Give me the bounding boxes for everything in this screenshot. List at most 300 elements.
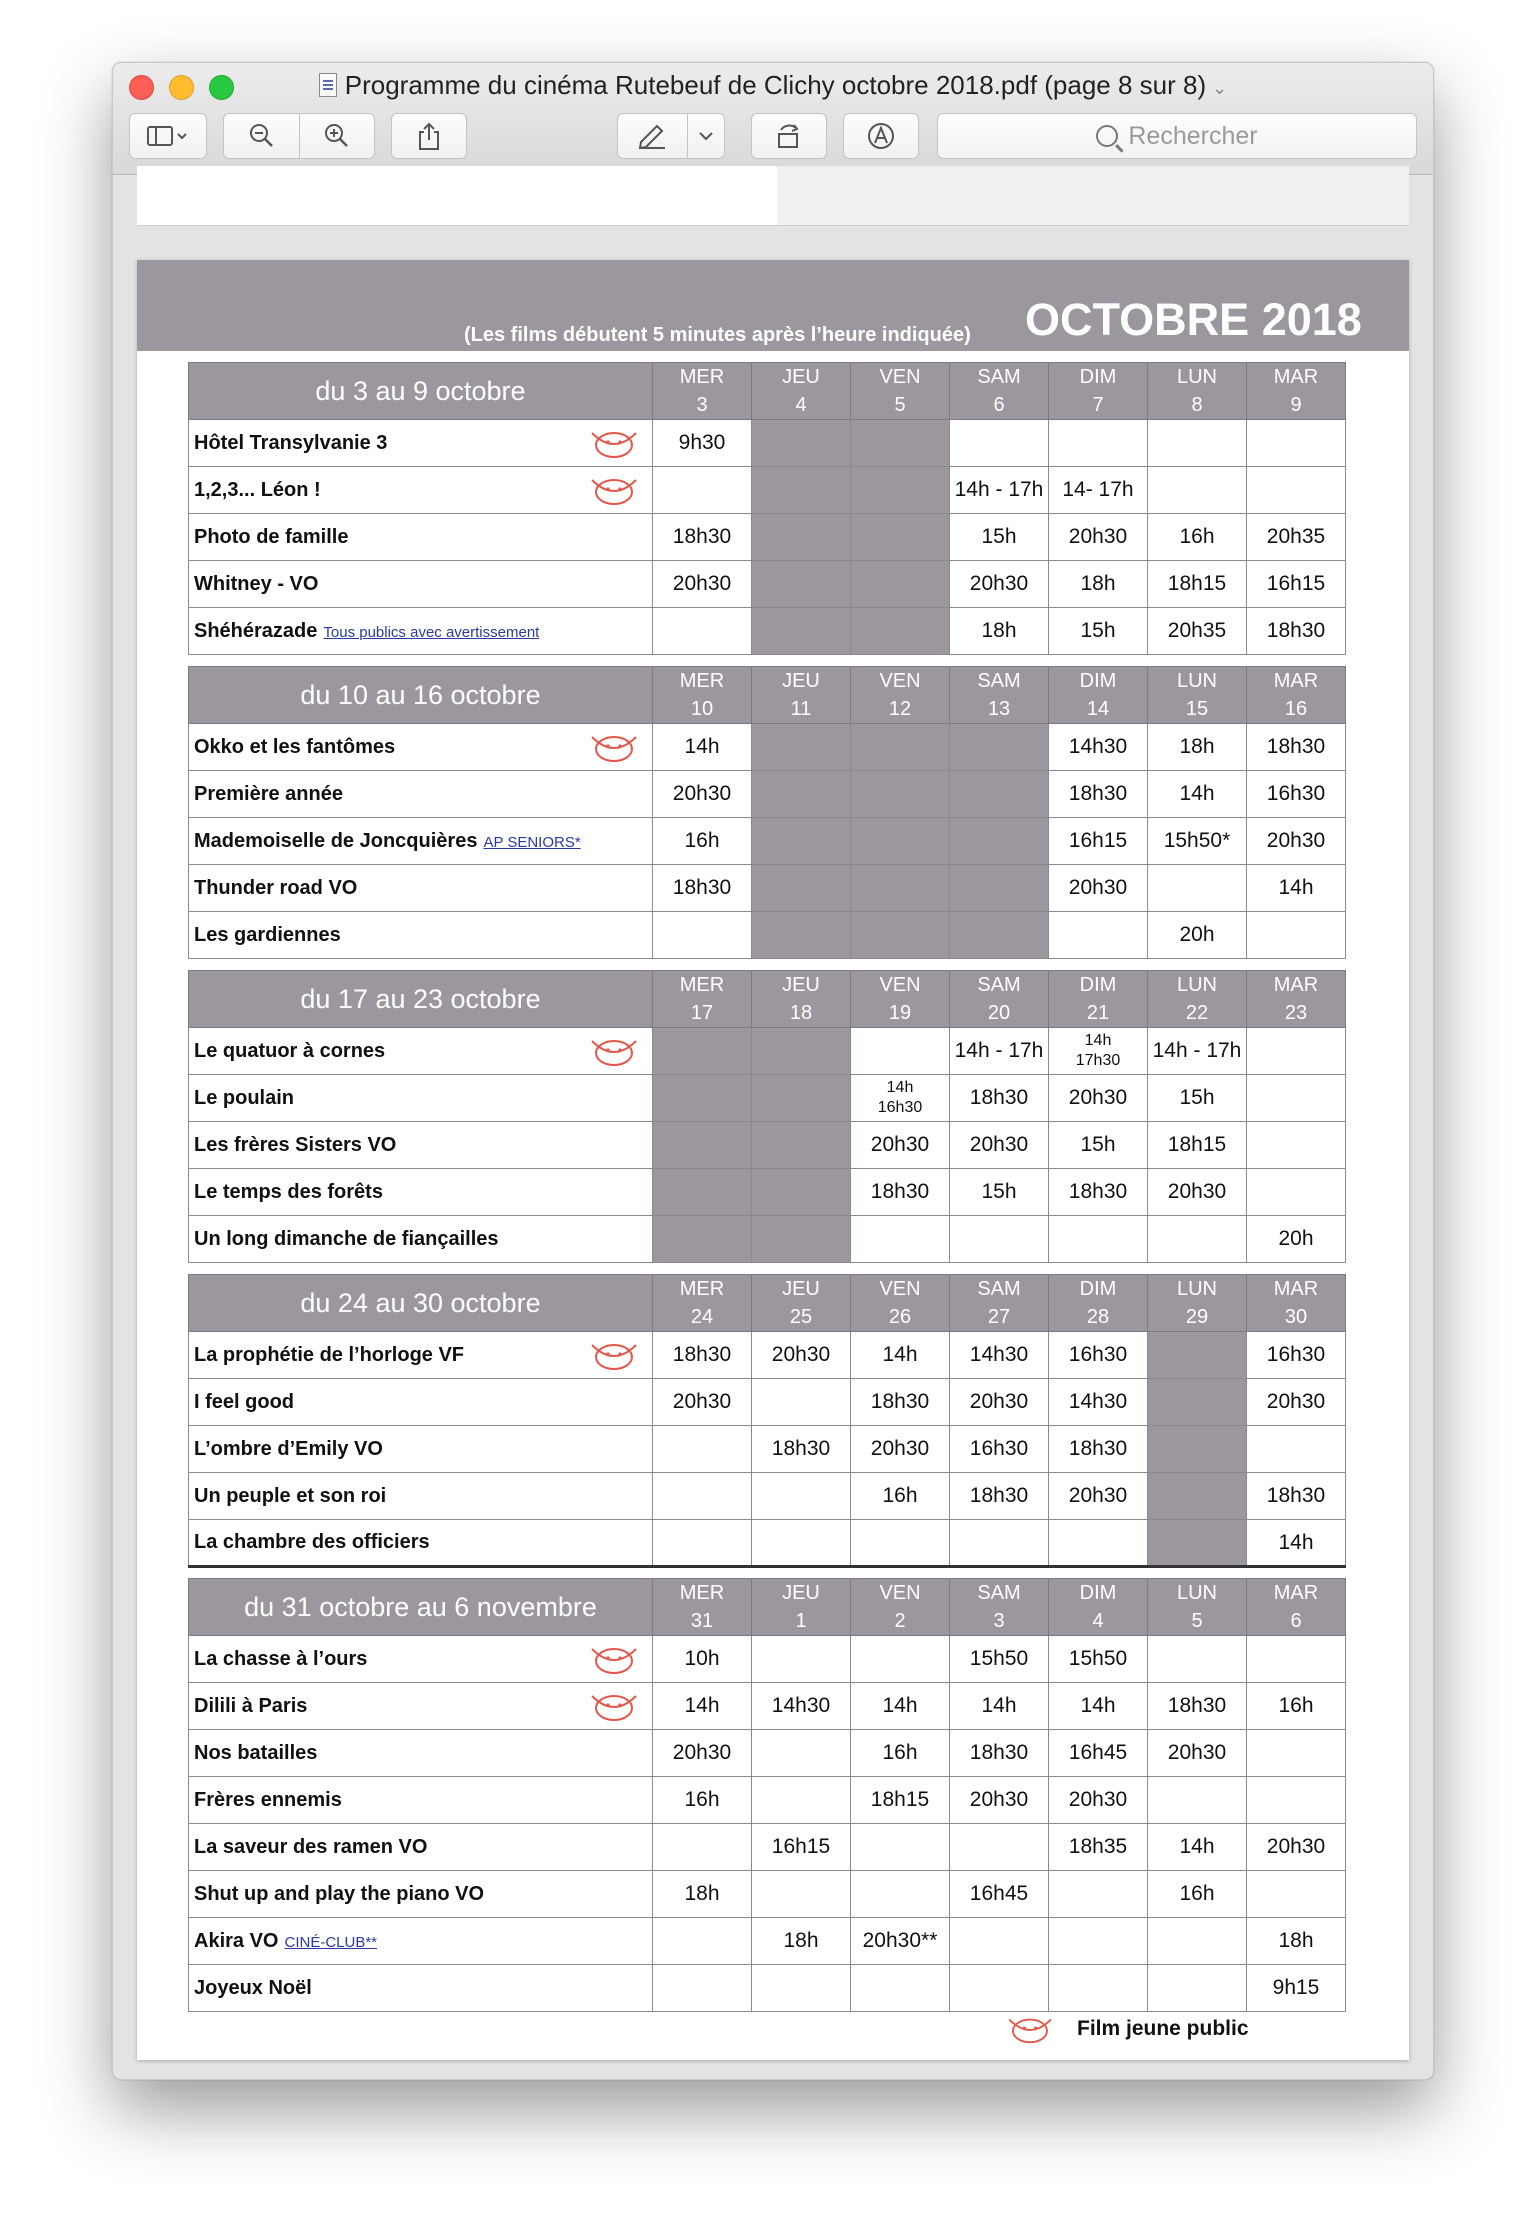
- showtime-cell: 18h30: [950, 1473, 1049, 1520]
- showtime-cell: 18h: [752, 1918, 851, 1965]
- showtime-cell: [950, 1520, 1049, 1567]
- showtime-cell: 20h35: [1247, 514, 1346, 561]
- film-title-cell: [189, 1918, 653, 1965]
- showtime-cell: 14h: [1049, 1683, 1148, 1730]
- showtime-cell: 18h15: [851, 1777, 950, 1824]
- day-name: LUN: [1176, 1278, 1217, 1300]
- closed-cell: [752, 771, 851, 818]
- film-row: [189, 1473, 1346, 1520]
- week-label: du 31 octobre au 6 novembre: [189, 1579, 653, 1636]
- showtime-cell: [1148, 420, 1247, 467]
- showtime-cell: 16h: [1148, 1871, 1247, 1918]
- smiley-icon: [584, 1033, 644, 1069]
- film-row: [189, 1871, 1346, 1918]
- day-name: JEU: [782, 974, 820, 996]
- showtime-cell: 14h: [1148, 1824, 1247, 1871]
- showtime-cell: [851, 1520, 950, 1567]
- showtime-cell: 18h30: [653, 1332, 752, 1379]
- day-number: 12: [888, 698, 912, 720]
- film-row: [189, 912, 1346, 959]
- showtime-cell: 14h30: [1049, 724, 1148, 771]
- day-header: [851, 1579, 950, 1636]
- film-tag-link[interactable]: Tous publics avec avertissement: [323, 623, 540, 641]
- showtime-cell: [1148, 467, 1247, 514]
- film-title-cell: [189, 1216, 653, 1263]
- showtime-cell: 18h30: [752, 1426, 851, 1473]
- film-row: [189, 771, 1346, 818]
- search-field[interactable]: [937, 113, 1417, 159]
- showtime-cell: 20h30: [1049, 1075, 1148, 1122]
- day-name: DIM: [1079, 974, 1117, 996]
- film-row: [189, 608, 1346, 655]
- day-name: JEU: [782, 1582, 820, 1604]
- showtime-cell: [1247, 1730, 1346, 1777]
- week-header: [189, 1579, 1346, 1636]
- film-title: Le poulain: [194, 1086, 294, 1109]
- closed-cell: [851, 771, 950, 818]
- showtime-cell: 14h: [653, 1683, 752, 1730]
- day-name: VEN: [879, 1582, 921, 1604]
- film-title: Shéhérazade: [194, 619, 318, 642]
- showtime-cell: 16h15: [1049, 818, 1148, 865]
- showtime-cell: 18h15: [1148, 561, 1247, 608]
- day-number: 30: [1284, 1306, 1308, 1328]
- showtime-cell: [752, 1777, 851, 1824]
- film-row: [189, 561, 1346, 608]
- film-title: La chambre des officiers: [194, 1531, 430, 1553]
- day-name: LUN: [1176, 974, 1217, 996]
- film-row: [189, 1332, 1346, 1379]
- day-header: [851, 1275, 950, 1332]
- film-row: [189, 1824, 1346, 1871]
- day-name: MER: [679, 974, 725, 996]
- showtime-cell: 18h: [653, 1871, 752, 1918]
- showtime-cell: [851, 1871, 950, 1918]
- showtime-cell: 16h45: [1049, 1730, 1148, 1777]
- day-header: [1247, 1579, 1346, 1636]
- closed-cell: [653, 1216, 752, 1263]
- film-title: Shut up and play the piano VO: [194, 1882, 485, 1905]
- day-number: 5: [1191, 1610, 1203, 1632]
- film-row: [189, 724, 1346, 771]
- closed-cell: [851, 865, 950, 912]
- film-title: Les gardiennes: [194, 923, 341, 946]
- showtime-cell: [1049, 1965, 1148, 2012]
- film-row: [189, 420, 1346, 467]
- showtime-line: 14h: [886, 1079, 914, 1096]
- showtime-cell: [752, 1379, 851, 1426]
- showtime-cell: [653, 1824, 752, 1871]
- showtime-cell: 15h: [950, 514, 1049, 561]
- film-row: [189, 467, 1346, 514]
- film-row: [189, 1520, 1346, 1567]
- day-name: LUN: [1176, 1582, 1217, 1604]
- day-header: [752, 971, 851, 1028]
- showtime-cell: 14h - 17h: [950, 1028, 1049, 1075]
- day-number: 25: [789, 1306, 813, 1328]
- day-header: [1148, 363, 1247, 420]
- showtime-cell: [950, 1918, 1049, 1965]
- showtime-cell: 18h35: [1049, 1824, 1148, 1871]
- highlight-button[interactable]: [618, 114, 687, 158]
- schedule-table: [188, 362, 1346, 2012]
- closed-cell: [851, 912, 950, 959]
- showtime-cell: 18h: [1247, 1918, 1346, 1965]
- showtime-cell: [1049, 420, 1148, 467]
- annotate-button[interactable]: [843, 113, 919, 159]
- film-title: 1,2,3... Léon !: [194, 478, 321, 501]
- day-number: 15: [1185, 698, 1209, 720]
- day-number: 4: [795, 394, 807, 416]
- showtime-cell: 14h: [851, 1683, 950, 1730]
- pdf-document-icon: [319, 73, 337, 97]
- showtime-cell: 20h30: [1049, 865, 1148, 912]
- film-title: La saveur des ramen VO: [194, 1835, 428, 1858]
- showtime-cell: [1148, 1965, 1247, 2012]
- film-row: [189, 1169, 1346, 1216]
- film-title: I feel good: [194, 1390, 294, 1413]
- week-label: du 17 au 23 octobre: [189, 971, 653, 1028]
- film-title-cell: [189, 420, 653, 467]
- film-row: [189, 865, 1346, 912]
- day-name: SAM: [977, 366, 1021, 388]
- film-title-cell: [189, 1777, 653, 1824]
- day-name: MER: [679, 1582, 725, 1604]
- smiley-icon: [584, 1337, 644, 1373]
- film-title: Thunder road VO: [194, 876, 358, 899]
- showtime-cell: 18h: [1049, 561, 1148, 608]
- showtime-cell: [1247, 1028, 1346, 1075]
- day-number: 10: [690, 698, 714, 720]
- film-title-cell: [189, 818, 653, 865]
- day-header: [1247, 971, 1346, 1028]
- showtime-cell: 18h30: [950, 1075, 1049, 1122]
- zoom-out-button[interactable]: [224, 114, 299, 158]
- film-title-cell: [189, 1730, 653, 1777]
- day-name: MAR: [1273, 670, 1319, 692]
- week-label: du 24 au 30 octobre: [189, 1275, 653, 1332]
- showtime-cell: [752, 1965, 851, 2012]
- sidebar-icon: [130, 114, 206, 158]
- showtime-cell: 18h30: [1049, 1169, 1148, 1216]
- film-row: [189, 1683, 1346, 1730]
- closed-cell: [653, 1075, 752, 1122]
- day-header: [950, 1275, 1049, 1332]
- showtime-cell: 16h30: [1247, 1332, 1346, 1379]
- day-header: [1049, 363, 1148, 420]
- film-row: [189, 1075, 1346, 1122]
- showtime-cell: [653, 608, 752, 655]
- closed-cell: [1148, 1426, 1247, 1473]
- showtime-cell: 20h30: [950, 1379, 1049, 1426]
- day-number: 14: [1086, 698, 1110, 720]
- showtime-cell: 14h: [851, 1332, 950, 1379]
- showtime-cell: [1247, 1122, 1346, 1169]
- showtime-cell: 16h: [1148, 514, 1247, 561]
- showtime-cell: 20h30: [1049, 1777, 1148, 1824]
- showtime-cell: 16h30: [950, 1426, 1049, 1473]
- showtime-cell: 15h: [1148, 1075, 1247, 1122]
- film-title-cell: [189, 912, 653, 959]
- showtime-cell: [1049, 1871, 1148, 1918]
- day-header: [653, 971, 752, 1028]
- day-name: VEN: [879, 366, 921, 388]
- showtime-cell: 20h30**: [851, 1918, 950, 1965]
- day-header: [1049, 1579, 1148, 1636]
- rotate-button[interactable]: [751, 113, 827, 159]
- closed-cell: [851, 420, 950, 467]
- film-row: [189, 1122, 1346, 1169]
- showtime-cell: 18h30: [1049, 1426, 1148, 1473]
- showtime-cell: 20h30: [653, 561, 752, 608]
- film-row: [189, 1028, 1346, 1075]
- day-header: [950, 363, 1049, 420]
- smiley-icon: [584, 1641, 644, 1677]
- film-tag-link[interactable]: CINÉ-CLUB**: [284, 1933, 378, 1951]
- showtime-cell: [950, 420, 1049, 467]
- showtime-cell: 16h: [653, 1777, 752, 1824]
- week-label: du 10 au 16 octobre: [189, 667, 653, 724]
- showtime-cell: 16h: [851, 1730, 950, 1777]
- smiley-icon: [1001, 2012, 1059, 2046]
- showtime-cell: 16h15: [752, 1824, 851, 1871]
- legend: [1001, 2012, 1249, 2046]
- film-row: [189, 514, 1346, 561]
- film-title-cell: [189, 467, 653, 514]
- day-name: VEN: [879, 670, 921, 692]
- film-title-cell: [189, 1683, 653, 1730]
- film-row: [189, 1636, 1346, 1683]
- film-title: Photo de famille: [194, 525, 349, 548]
- closed-cell: [851, 561, 950, 608]
- showtime-cell: [1247, 1426, 1346, 1473]
- showtime-cell: 15h: [950, 1169, 1049, 1216]
- showtime-cell: [1247, 1871, 1346, 1918]
- week-label: du 3 au 9 octobre: [189, 363, 653, 420]
- showtime-cell: 20h30: [1247, 1824, 1346, 1871]
- showtime-cell: 18h30: [851, 1169, 950, 1216]
- showtime-cell: [1148, 1216, 1247, 1263]
- showtime-cell: [1049, 1918, 1148, 1965]
- day-name: MAR: [1273, 1278, 1319, 1300]
- day-name: VEN: [879, 974, 921, 996]
- showtime-cell: 15h50: [1049, 1636, 1148, 1683]
- closed-cell: [752, 561, 851, 608]
- day-number: 4: [1092, 1610, 1104, 1632]
- showtime-cell: [752, 1473, 851, 1520]
- day-number: 19: [888, 1002, 912, 1024]
- film-title-cell: [189, 724, 653, 771]
- showtime-cell: 18h30: [653, 514, 752, 561]
- film-title: Le temps des forêts: [194, 1180, 383, 1203]
- day-header: [752, 1275, 851, 1332]
- showtime-cell: 20h30: [752, 1332, 851, 1379]
- film-title: Joyeux Noël: [194, 1976, 312, 1999]
- zoom-in-button[interactable]: [299, 114, 374, 158]
- film-title: Les frères Sisters VO: [194, 1133, 397, 1156]
- day-number: 7: [1092, 394, 1104, 416]
- showtime-cell: 16h30: [1247, 771, 1346, 818]
- showtime-cell: [752, 1871, 851, 1918]
- film-row: [189, 1965, 1346, 2012]
- closed-cell: [752, 467, 851, 514]
- day-name: MER: [679, 1278, 725, 1300]
- day-number: 9: [1290, 394, 1302, 416]
- page-banner: [137, 260, 1409, 351]
- film-title-cell: [189, 865, 653, 912]
- document-view[interactable]: [113, 176, 1433, 2080]
- zoom-out-icon: [248, 122, 276, 150]
- showtime-cell: 20h30: [1148, 1730, 1247, 1777]
- film-title: Nos batailles: [194, 1741, 318, 1764]
- showtime-cell: 20h30: [950, 1122, 1049, 1169]
- showtime-cell: 14h: [653, 724, 752, 771]
- closed-cell: [950, 818, 1049, 865]
- showtime-cell: 18h: [1148, 724, 1247, 771]
- closed-cell: [851, 514, 950, 561]
- showtime-cell: [653, 1520, 752, 1567]
- showtime-cell: 20h35: [1148, 608, 1247, 655]
- film-title: La prophétie de l’horloge VF: [194, 1343, 465, 1366]
- day-header: [851, 971, 950, 1028]
- closed-cell: [1148, 1332, 1247, 1379]
- showtime-cell: 14h: [1247, 865, 1346, 912]
- window-title[interactable]: [113, 70, 1433, 101]
- markup-icon: [866, 121, 896, 151]
- film-title: Mademoiselle de Joncquières: [194, 829, 478, 852]
- showtime-cell: 14h30: [950, 1332, 1049, 1379]
- film-title: L’ombre d’Emily VO: [194, 1437, 383, 1460]
- closed-cell: [752, 514, 851, 561]
- day-number: 3: [993, 1610, 1005, 1632]
- showtime-line: 16h30: [877, 1099, 923, 1116]
- showtime-cell: [851, 1075, 950, 1122]
- film-row: [189, 1918, 1346, 1965]
- day-number: 18: [789, 1002, 813, 1024]
- day-header: [851, 667, 950, 724]
- start-time-note: (Les films débutent 5 minutes après l’heure indiquée): [464, 324, 971, 346]
- day-header: [1247, 363, 1346, 420]
- showtime-cell: 14h - 17h: [950, 467, 1049, 514]
- showtime-cell: [1049, 1028, 1148, 1075]
- film-title-cell: [189, 608, 653, 655]
- day-number: 1: [795, 1610, 807, 1632]
- previous-page-bottom: [137, 166, 1409, 226]
- showtime-cell: [851, 1216, 950, 1263]
- showtime-cell: 18h30: [1247, 1473, 1346, 1520]
- closed-cell: [752, 1169, 851, 1216]
- closed-cell: [851, 724, 950, 771]
- film-title-cell: [189, 514, 653, 561]
- film-title-cell: [189, 1965, 653, 2012]
- showtime-cell: [950, 1824, 1049, 1871]
- showtime-cell: 18h30: [1247, 608, 1346, 655]
- day-number: 8: [1191, 394, 1203, 416]
- day-name: DIM: [1079, 670, 1117, 692]
- showtime-cell: 20h30: [851, 1122, 950, 1169]
- showtime-cell: 20h30: [1049, 514, 1148, 561]
- share-button[interactable]: [391, 113, 467, 159]
- film-title-cell: [189, 1426, 653, 1473]
- day-name: MAR: [1273, 366, 1319, 388]
- day-name: LUN: [1176, 670, 1217, 692]
- film-title-cell: [189, 1075, 653, 1122]
- smiley-icon: [584, 472, 644, 508]
- closed-cell: [752, 1028, 851, 1075]
- closed-cell: [752, 608, 851, 655]
- day-name: MER: [679, 366, 725, 388]
- film-title: Whitney - VO: [194, 572, 319, 595]
- day-name: LUN: [1176, 366, 1217, 388]
- film-title-cell: [189, 771, 653, 818]
- day-number: 13: [987, 698, 1011, 720]
- showtime-cell: 14h: [1148, 771, 1247, 818]
- zoom-in-icon: [323, 122, 351, 150]
- showtime-cell: 18h: [950, 608, 1049, 655]
- pen-icon: [635, 122, 669, 150]
- showtime-cell: [851, 1028, 950, 1075]
- film-title-cell: [189, 1871, 653, 1918]
- week-header: [189, 971, 1346, 1028]
- day-number: 6: [1290, 1610, 1302, 1632]
- showtime-cell: 20h30: [1049, 1473, 1148, 1520]
- showtime-cell: [1148, 1918, 1247, 1965]
- day-header: [1049, 1275, 1148, 1332]
- day-header: [1049, 667, 1148, 724]
- week-header: [189, 363, 1346, 420]
- preview-window: [112, 62, 1434, 2080]
- closed-cell: [950, 771, 1049, 818]
- film-tag-link[interactable]: AP SENIORS*: [483, 833, 581, 851]
- showtime-cell: [653, 1918, 752, 1965]
- highlight-menu-button[interactable]: [687, 114, 724, 158]
- showtime-cell: 16h: [851, 1473, 950, 1520]
- showtime-cell: 9h15: [1247, 1965, 1346, 2012]
- showtime-line: 17h30: [1075, 1052, 1121, 1069]
- day-header: [950, 971, 1049, 1028]
- showtime-cell: 16h: [653, 818, 752, 865]
- showtime-cell: 15h50*: [1148, 818, 1247, 865]
- day-name: DIM: [1079, 1278, 1117, 1300]
- showtime-cell: [752, 1730, 851, 1777]
- sidebar-toggle-button[interactable]: [129, 113, 207, 159]
- showtime-cell: 14h: [950, 1683, 1049, 1730]
- day-name: DIM: [1079, 1582, 1117, 1604]
- film-row: [189, 1777, 1346, 1824]
- day-number: 6: [993, 394, 1005, 416]
- showtime-cell: 20h30: [1247, 818, 1346, 865]
- showtime-cell: 20h: [1247, 1216, 1346, 1263]
- showtime-cell: [1247, 420, 1346, 467]
- film-title: Hôtel Transylvanie 3: [194, 431, 388, 454]
- day-name: JEU: [782, 670, 820, 692]
- film-title-cell: [189, 1473, 653, 1520]
- showtime-cell: [653, 467, 752, 514]
- smiley-icon: [584, 1688, 644, 1724]
- day-header: [1247, 1275, 1346, 1332]
- day-header: [653, 1579, 752, 1636]
- day-name: JEU: [782, 1278, 820, 1300]
- closed-cell: [752, 865, 851, 912]
- day-header: [1148, 971, 1247, 1028]
- showtime-cell: 10h: [653, 1636, 752, 1683]
- showtime-cell: 18h30: [653, 865, 752, 912]
- closed-cell: [1148, 1379, 1247, 1426]
- film-row: [189, 818, 1346, 865]
- week-header: [189, 1275, 1346, 1332]
- showtime-cell: [653, 1426, 752, 1473]
- showtime-cell: [1148, 1636, 1247, 1683]
